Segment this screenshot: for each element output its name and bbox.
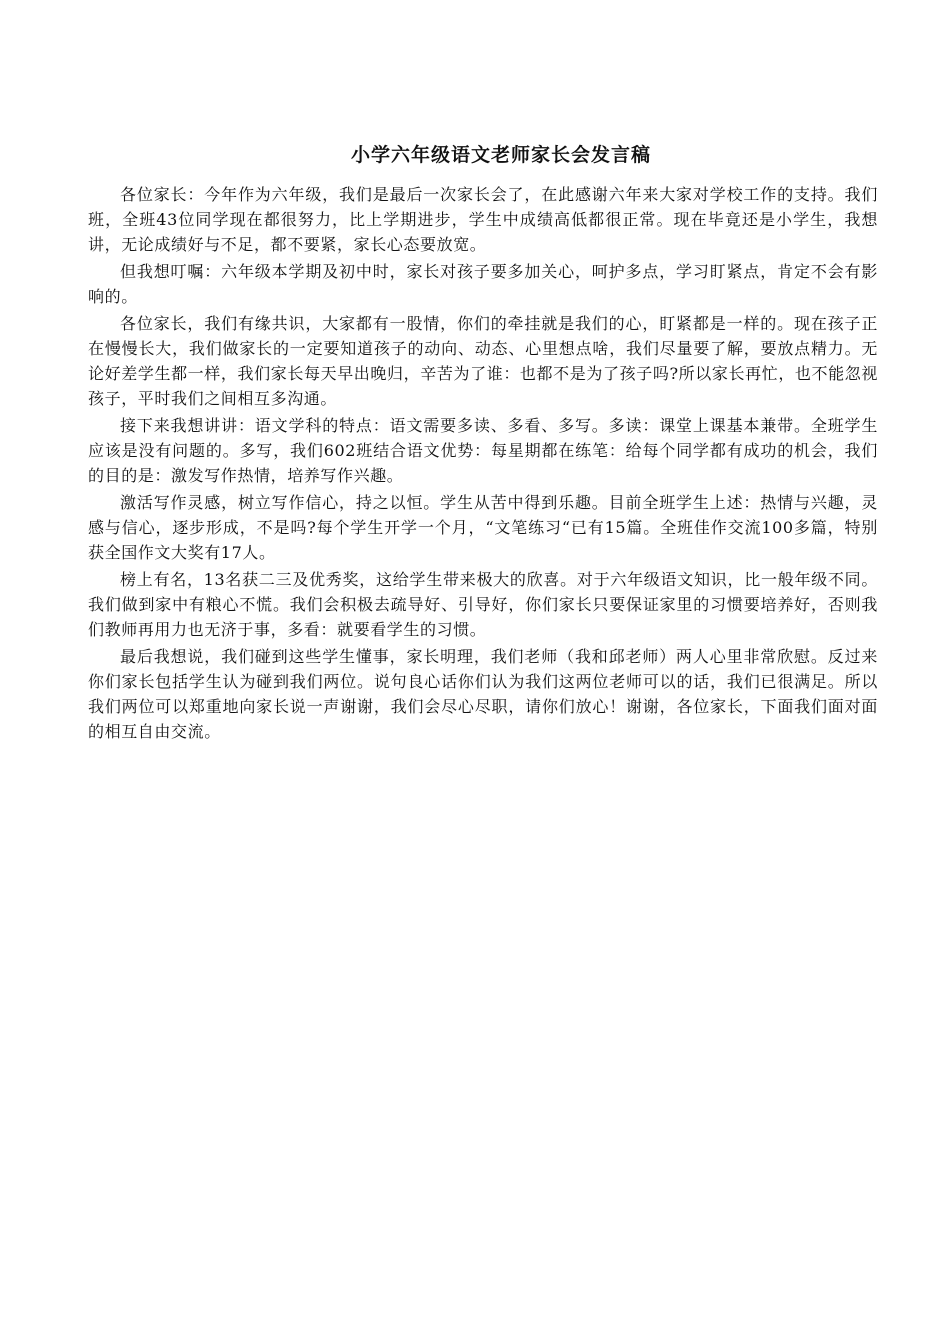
paragraph-1: 各位家长：今年作为六年级，我们是最后一次家长会了，在此感谢六年来大家对学校工作的支持。我们班，全班43位同学现在都很努力，比上学期进步，学生中成绩高低都很正常。现在毕竟还是小学生，我想讲，无论成绩好与不足，都不要紧，家长心态要放宽。 <box>88 185 878 254</box>
document-page <box>88 138 878 746</box>
paragraph-4: 接下来我想讲讲：语文学科的特点：语文需要多读、多看、多写。多读：课堂上课基本兼带。全班学生应该是没有问题的。多写，我们602班结合语文优势：每星期都在练笔：给每个同学都有成功的机会，我们的目的是：激发写作热情，培养写作兴趣。 <box>88 416 878 485</box>
paragraph-2: 但我想叮嘱：六年级本学期及初中时，家长对孩子要多加关心，呵护多点，学习盯紧点，肯定不会有影响的。 <box>88 262 878 306</box>
paragraph-3: 各位家长，我们有缘共识，大家都有一股情，你们的牵挂就是我们的心，盯紧都是一样的。现在孩子正在慢慢长大，我们做家长的一定要知道孩子的动向、动态、心里想点啥，我们尽量要了解，要放点精力。无论好差学生都一样，我们家长每天早出晚归，辛苦为了谁：也都不是为了孩子吗?所以家长再忙，也不能忽视孩子，平时我们之间相互多沟通。 <box>88 314 878 408</box>
paragraph-7: 最后我想说，我们碰到这些学生懂事，家长明理，我们老师（我和邱老师）两人心里非常欣慰。反过来你们家长包括学生认为碰到我们两位。说句良心话你们认为我们这两位老师可以的话，我们已很满足。所以我们两位可以郑重地向家长说一声谢谢，我们会尽心尽职，请你们放心！谢谢，各位家长，下面我们面对面的相互自由交流。 <box>88 647 878 741</box>
paragraph-6: 榜上有名，13名获二三及优秀奖，这给学生带来极大的欣喜。对于六年级语文知识，比一般年级不同。我们做到家中有粮心不慌。我们会积极去疏导好、引导好，你们家长只要保证家里的习惯要培养好，否则我们教师再用力也无济于事，多看：就要看学生的习惯。 <box>88 570 878 639</box>
document-title: 小学六年级语文老师家长会发言稿 <box>350 144 651 166</box>
paragraph-5: 激活写作灵感，树立写作信心，持之以恒。学生从苦中得到乐趣。目前全班学生上述：热情与兴趣，灵感与信心，逐步形成，不是吗?每个学生开学一个月，“文笔练习“已有15篇。全班佳作交流100多篇，特别获全国作文大奖有17人。 <box>88 493 878 562</box>
